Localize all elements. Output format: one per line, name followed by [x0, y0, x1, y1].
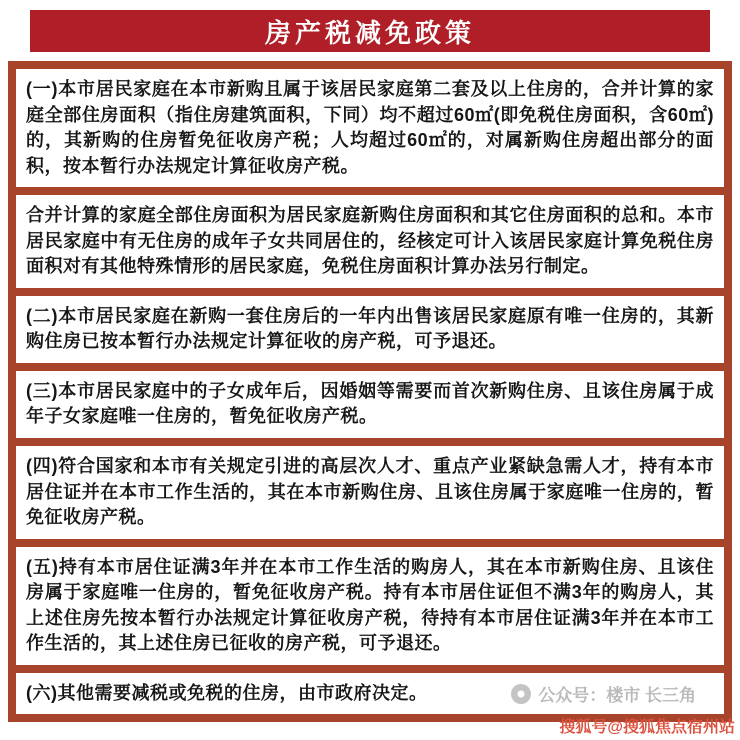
policy-text-1: (一)本市居民家庭在本市新购且属于该居民家庭第二套及以上住房的，合并计算的家庭全部住房面积（指住房建筑面积，下同）均不超过60㎡(即免税住房面积，含60㎡)的，其新购的住房暂免征收房产税；人均超过60㎡的，对属新购住房超出部分的面积，按本暂行办法规定计算征收房产税。 [26, 79, 714, 176]
policy-section-3 [16, 371, 724, 438]
policy-text-3: (三)本市居民家庭中的子女成年后，因婚姻等需要而首次新购住房、且该住房属于成年子女家庭唯一住房的，暂免征收房产税。 [26, 380, 714, 427]
policy-text-1-note: 合并计算的家庭全部住房面积为居民家庭新购住房面积和其它住房面积的总和。本市居民家庭中有无住房的成年子女共同居住的，经核定可计入该居民家庭计算免税住房面积对有其他特殊情形的居民家庭，免税住房面积计算办法另行制定。 [26, 205, 714, 277]
policy-section-6 [16, 673, 724, 715]
page-title: 房产税减免政策 [264, 17, 475, 48]
watermark-official-account [511, 681, 714, 706]
policy-text-5: (五)持有本市居住证满3年并在本市工作生活的购房人，其在本市新购住房、且该住房属于家庭唯一住房的，暂免征收房产税。持有本市居住证但不满3年的购房人，其上述住房先按本暂行办法规定计算征收房产税，待持有本市居住证满3年并在本市工作生活的，其上述住房已征收的房产税，可予退还。 [26, 556, 714, 654]
policy-section-1-note [16, 195, 724, 288]
policy-text-6: (六)其他需要减税或免税的住房，由市政府决定。 [26, 682, 428, 703]
official-account-icon [511, 684, 531, 704]
policy-section-2 [16, 296, 724, 363]
watermark-souhu: 搜狐号@搜狐焦点宿州站 [559, 719, 735, 736]
policy-frame [8, 61, 732, 722]
header-banner [30, 10, 710, 52]
policy-text-2: (二)本市居民家庭在新购一套住房后的一年内出售该居民家庭原有唯一住房的，其新购住房已按本暂行办法规定计算征收的房产税，可予退还。 [26, 305, 714, 352]
policy-section-5 [16, 547, 724, 665]
policy-section-4 [16, 446, 724, 539]
policy-section-1 [16, 69, 724, 187]
watermark-account-label: 公众号：楼市 长三角 [538, 686, 696, 706]
policy-text-4: (四)符合国家和本市有关规定引进的高层次人才、重点产业紧缺急需人才，持有本市居住证并在本市工作生活的，其在本市新购住房、且该住房属于家庭唯一住房的，暂免征收房产税。 [26, 456, 714, 528]
